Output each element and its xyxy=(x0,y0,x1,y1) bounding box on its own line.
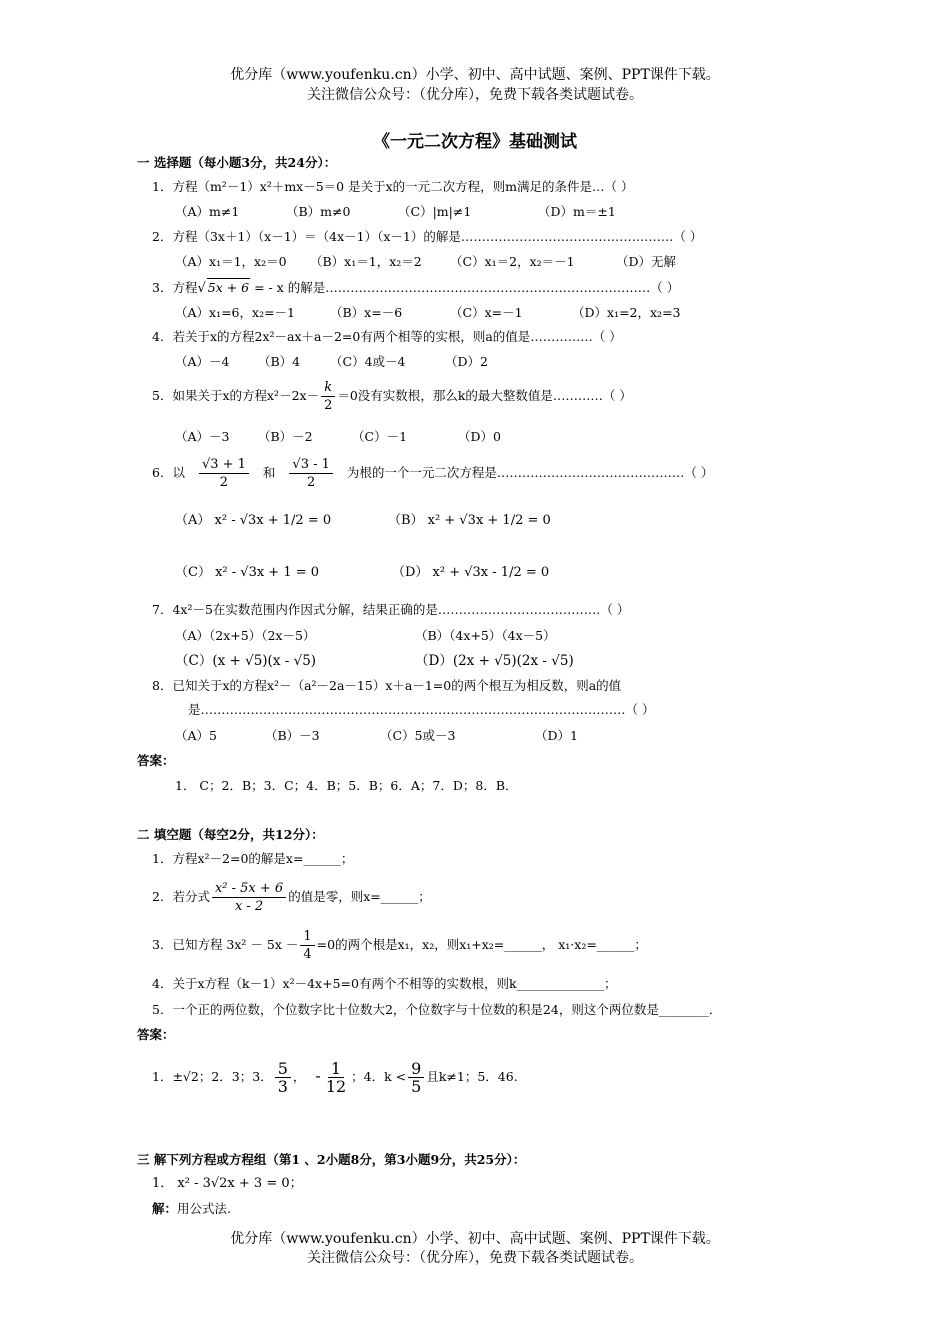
q7-option-c: （C）(x + √5)(x - √5) xyxy=(175,653,317,669)
s3-q1: 1． x² - 3√2x + 3 = 0； xyxy=(152,1176,303,1191)
s2-q5: 5．一个正的两位数，个位数字比十位数大2，个位数字与十位数的积是24，则这个两位数是________． xyxy=(152,1002,722,1017)
s2-q2-num: x² - 5x + 6 xyxy=(212,880,286,898)
q4-option-b: （B）4 xyxy=(258,354,301,369)
s3-solution-label: 解： xyxy=(152,1201,178,1216)
q5-post: ＝0没有实数根，那么k的最大整数值是…………（ ） xyxy=(337,388,632,403)
q8-option-b: （B）－3 xyxy=(265,728,320,743)
q5-text xyxy=(152,378,632,414)
s2-q3-fraction xyxy=(300,928,314,963)
section-1-answers: 1． C；2．B；3．C；4．B；5．B；6．A；7．D；8．B． xyxy=(175,778,518,793)
q6-f1-num: √3 + 1 xyxy=(199,456,249,474)
section-1-answer-label: 答案： xyxy=(137,753,175,768)
q6-pre: 6．以 xyxy=(152,465,185,480)
q7-option-d: （D）(2x + √5)(2x - √5) xyxy=(415,653,574,669)
s2-q2-fraction xyxy=(212,880,286,915)
s3-solution xyxy=(152,1200,231,1218)
q4-text: 4．若关于x的方程2x²－ax＋a－2=0有两个相等的实根，则a的值是……………（ ） xyxy=(152,329,622,344)
s2-q3-num: 1 xyxy=(300,928,314,946)
s2-ans-mid: ；4．k < xyxy=(351,1069,407,1084)
q1-option-a: （A）m≠1 xyxy=(175,204,240,219)
q7-option-a: （A）（2x+5）（2x－5） xyxy=(175,628,316,643)
q5-option-d: （D）0 xyxy=(458,429,501,444)
q5-option-c: （C）－1 xyxy=(352,429,408,444)
q2-text: 2．方程（3x＋1）（x－1）＝（4x－1）（x－1）的解是……………………………………………（ ） xyxy=(152,229,703,244)
q5-fraction xyxy=(321,379,335,414)
s2-q2-den: x - 2 xyxy=(234,899,264,914)
s2-ans-f2-num: 1 xyxy=(328,1060,344,1078)
q2-option-b: （B）x₁＝1，x₂＝2 xyxy=(310,254,422,269)
q5-option-a: （A）－3 xyxy=(175,429,230,444)
q1-text: 1．方程（m²－1）x²＋mx－5＝0 是关于x的一元二次方程，则m满足的条件是…（ ） xyxy=(152,179,634,194)
s2-ans-frac-2 xyxy=(323,1060,349,1095)
q3-option-b: （B）x=－6 xyxy=(330,305,403,320)
q3-option-c: （C）x=－1 xyxy=(450,305,523,320)
q6-f1-den: 2 xyxy=(219,475,229,490)
footer-line-2: 关注微信公众号：（优分库），免费下载各类试题试卷。 xyxy=(307,1250,643,1266)
q3-radicand: 5x + 6 xyxy=(207,280,250,295)
s2-ans-neg: - xyxy=(315,1066,321,1085)
q8-option-d: （D）1 xyxy=(535,728,578,743)
s2-q3-den: 4 xyxy=(303,947,312,962)
page-title: 《一元二次方程》基础测试 xyxy=(373,132,577,152)
q2-option-a: （A）x₁＝1，x₂＝0 xyxy=(175,254,287,269)
q7-option-b: （B）（4x+5）（4x－5） xyxy=(415,628,556,643)
q6-f2-num: √3 - 1 xyxy=(289,456,332,474)
q8-option-a: （A）5 xyxy=(175,728,217,743)
q2-option-c: （C）x₁＝2，x₂＝－1 xyxy=(450,254,575,269)
s2-ans-f1-den: 3 xyxy=(277,1077,288,1096)
section-3-heading: 三 解下列方程或方程组（第1 、2小题8分，第3小题9分，共25分）： xyxy=(137,1152,526,1167)
q1-option-c: （C）|m|≠1 xyxy=(398,204,472,219)
s2-ans-frac-1 xyxy=(275,1060,291,1095)
s2-q3-pre: 3．已知方程 3x² － 5x － xyxy=(152,937,299,952)
q1-option-d: （D）m＝±1 xyxy=(538,204,616,219)
q5-option-b: （B）－2 xyxy=(258,429,313,444)
q6-option-d: （D） x² + √3x - 1/2 = 0 xyxy=(392,565,550,580)
s2-q2-pre: 2．若分式 xyxy=(152,889,210,904)
q5-fraction-den: 2 xyxy=(324,398,333,413)
header-line-2: 关注微信公众号：（优分库），免费下载各类试题试卷。 xyxy=(307,87,643,103)
q6-post: 为根的一个一元二次方程是………………………………………（ ） xyxy=(346,465,714,480)
q1-option-b: （B）m≠0 xyxy=(286,204,351,219)
q3-option-d: （D）x₁=2，x₂=3 xyxy=(572,305,681,320)
s2-ans-f3-den: 5 xyxy=(411,1077,422,1096)
section-1-heading: 一 选择题（每小题3分，共24分）： xyxy=(137,155,337,170)
q3-post: = - x 的解是……………………………………………………………………（ ） xyxy=(250,280,680,295)
s2-ans-f1-num: 5 xyxy=(275,1060,291,1078)
q4-option-c: （C）4或－4 xyxy=(330,354,406,369)
q3-option-a: （A）x₁=6，x₂=－1 xyxy=(175,305,296,320)
q3-pre: 3．方程 xyxy=(152,280,198,295)
section-2-heading: 二 填空题（每空2分，共12分）： xyxy=(137,827,324,842)
s2-q2-post: 的值是零，则x=______； xyxy=(288,889,431,904)
section-2-answer-label: 答案： xyxy=(137,1027,175,1042)
q8-text-line-2: 是…………………………………………………………………………………………（ ） xyxy=(188,702,655,717)
s3-solution-text: 用公式法. xyxy=(177,1201,231,1216)
s2-ans-f3-num: 9 xyxy=(408,1060,424,1078)
q3-text xyxy=(152,278,679,298)
q7-text: 7．4x²－5在实数范围内作因式分解，结果正确的是…………………………………（ ） xyxy=(152,602,630,617)
q6-mid: 和 xyxy=(262,465,276,480)
s2-q4: 4．关于x方程（k－1）x²－4x+5=0有两个不相等的实数根，则k______________； xyxy=(152,976,617,991)
q6-fraction-1 xyxy=(199,456,249,491)
s2-ans-post: 且k≠1；5．46. xyxy=(426,1069,518,1084)
s2-q1: 1．方程x²－2=0的解是x=______； xyxy=(152,851,354,866)
section-2-answers xyxy=(152,1052,518,1101)
s2-ans-frac-3 xyxy=(408,1060,424,1095)
q2-option-d: （D）无解 xyxy=(616,254,677,269)
q6-fraction-2 xyxy=(289,456,332,491)
s2-ans-f2-den: 12 xyxy=(325,1077,347,1096)
q5-pre: 5．如果关于x的方程x²－2x－ xyxy=(152,388,320,403)
sqrt-symbol: √ xyxy=(197,281,206,296)
q8-text-line-1: 8．已知关于x的方程x²－（a²－2a－15）x＋a－1=0的两个根互为相反数，则a的值 xyxy=(152,678,622,693)
s2-q3 xyxy=(152,926,647,964)
q6-option-a: （A） x² - √3x + 1/2 = 0 xyxy=(175,513,332,528)
q6-text xyxy=(152,455,713,491)
s2-ans-pre: 1．±√2；2．3；3． xyxy=(152,1069,273,1084)
q6-option-b: （B） x² + √3x + 1/2 = 0 xyxy=(388,513,551,528)
q6-f2-den: 2 xyxy=(307,475,316,490)
s2-ans-comma: ， xyxy=(292,1069,306,1084)
footer-line-1: 优分库（www.youfenku.cn）小学、初中、高中试题、案例、PPT课件下载。 xyxy=(230,1231,720,1247)
s2-q3-post: =0的两个根是x₁，x₂，则x₁+x₂=______， x₁·x₂=______； xyxy=(316,937,647,952)
q4-option-d: （D）2 xyxy=(445,354,488,369)
header-line-1: 优分库（www.youfenku.cn）小学、初中、高中试题、案例、PPT课件下载。 xyxy=(230,67,720,83)
q6-option-c: （C） x² - √3x + 1 = 0 xyxy=(175,565,320,580)
q4-option-a: （A）－4 xyxy=(175,354,230,369)
q5-fraction-num: k xyxy=(321,379,335,397)
q8-option-c: （C）5或－3 xyxy=(380,728,456,743)
s2-q2 xyxy=(152,878,431,916)
